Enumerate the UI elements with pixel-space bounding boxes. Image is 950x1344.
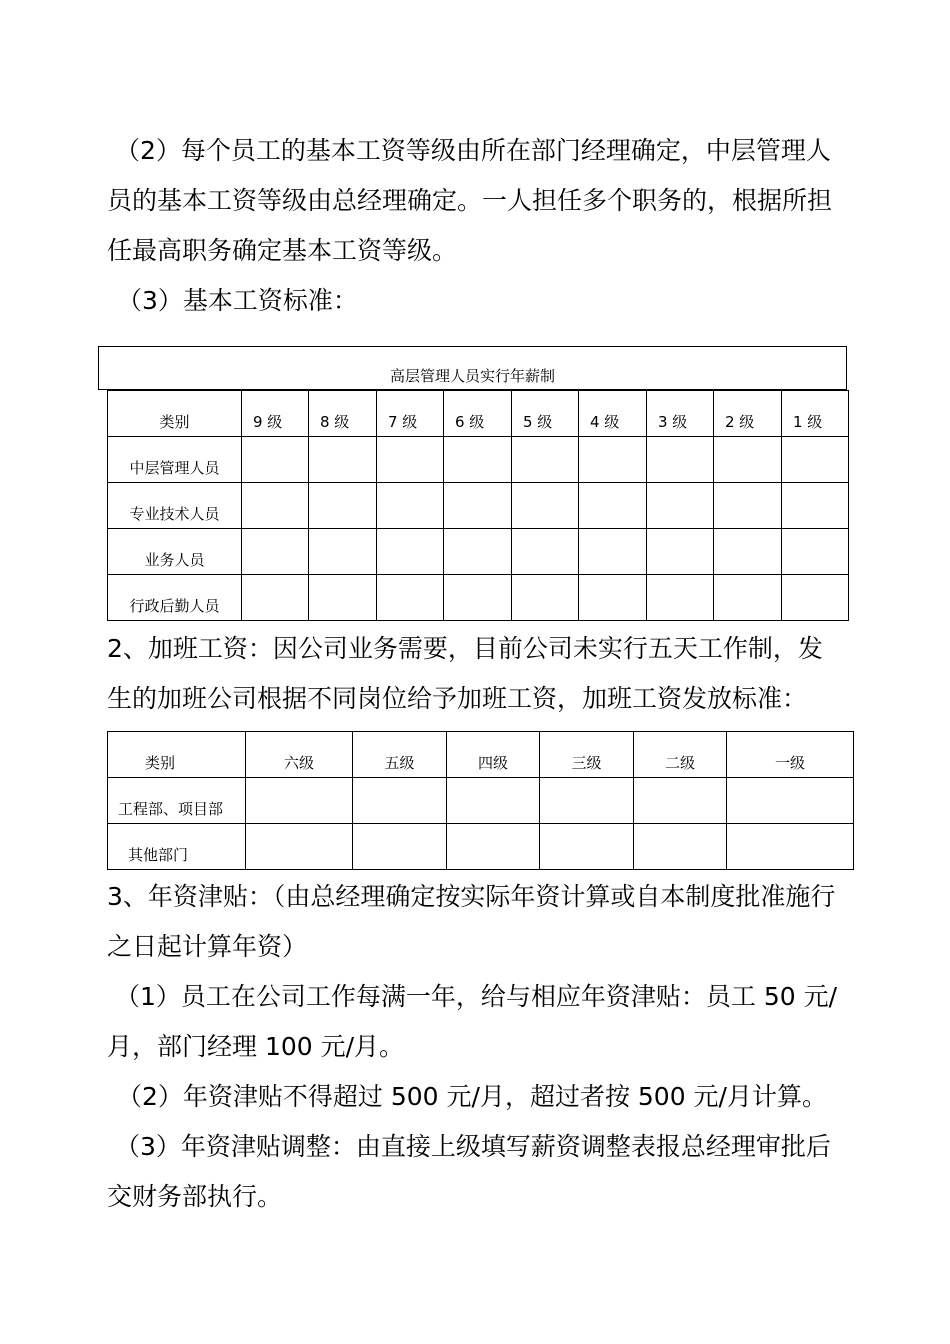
row-label: 其他部门 [108, 824, 246, 870]
table-cell [579, 483, 647, 529]
table-row [108, 437, 849, 483]
table-row [108, 824, 854, 870]
header-cell: 五级 [353, 732, 447, 778]
table-cell [353, 824, 447, 870]
table-cell [444, 529, 512, 575]
table-cell [242, 437, 309, 483]
table-cell [714, 575, 782, 621]
paragraph-seniority-allowance: 3、年资津贴：（由总经理确定按实际年资计算或自本制度批准施行之日起计算年资） [107, 882, 836, 961]
table-cell [309, 529, 377, 575]
header-cell: 8 级 [309, 391, 377, 437]
table-cell [377, 529, 444, 575]
table-cell [512, 575, 579, 621]
header-cell: 5 级 [512, 391, 579, 437]
table-cell [714, 483, 782, 529]
table-cell [444, 483, 512, 529]
row-label: 业务人员 [108, 529, 242, 575]
table-cell [727, 824, 854, 870]
header-cell: 9 级 [242, 391, 309, 437]
table-cell [377, 483, 444, 529]
row-label: 中层管理人员 [108, 437, 242, 483]
header-cell: 三级 [540, 732, 634, 778]
table-cell [634, 824, 727, 870]
table-cell [242, 575, 309, 621]
row-label: 行政后勤人员 [108, 575, 242, 621]
table-cell [447, 824, 540, 870]
header-cell: 4 级 [579, 391, 647, 437]
header-cell: 类别 [108, 732, 246, 778]
table-cell [512, 437, 579, 483]
table-cell [579, 575, 647, 621]
header-cell: 2 级 [714, 391, 782, 437]
header-cell: 四级 [447, 732, 540, 778]
table-cell [782, 575, 849, 621]
table-cell [353, 778, 447, 824]
paragraph-seniority-rule-1: （1）员工在公司工作每满一年，给与相应年资津贴：员工 50 元/月，部门经理 100 元/月。 [107, 982, 838, 1061]
overtime-pay-table [107, 731, 854, 870]
table-cell [246, 824, 353, 870]
table-cell [714, 437, 782, 483]
header-cell: 二级 [634, 732, 727, 778]
table-cell [727, 778, 854, 824]
paragraph-basic-salary-standard: （3）基本工资标准： [117, 286, 358, 315]
header-cell: 六级 [246, 732, 353, 778]
table-cell [540, 824, 634, 870]
table-row [108, 778, 854, 824]
table-row [108, 529, 849, 575]
table-cell [444, 575, 512, 621]
table-cell [647, 529, 714, 575]
table-cell [246, 778, 353, 824]
paragraph-overtime-pay: 2、加班工资：因公司业务需要，目前公司未实行五天工作制，发生的加班公司根据不同岗位给予加班工资，加班工资发放标准： [107, 634, 823, 713]
table-cell [242, 529, 309, 575]
header-cell: 3 级 [647, 391, 714, 437]
table-cell [309, 483, 377, 529]
table-cell [714, 529, 782, 575]
header-cell: 一级 [727, 732, 854, 778]
header-cell: 1 级 [782, 391, 849, 437]
table-cell [512, 483, 579, 529]
table-cell [647, 575, 714, 621]
row-label: 专业技术人员 [108, 483, 242, 529]
table-cell [647, 437, 714, 483]
table1-title-text: 高层管理人员实行年薪制 [389, 367, 555, 385]
table-cell [782, 529, 849, 575]
table-header-row [108, 391, 849, 437]
paragraph-seniority-rule-2: （2）年资津贴不得超过 500 元/月，超过者按 500 元/月计算。 [117, 1082, 827, 1111]
table-cell [579, 529, 647, 575]
table-cell [634, 778, 727, 824]
table-cell [444, 437, 512, 483]
basic-salary-table [107, 390, 849, 621]
row-label: 工程部、项目部 [108, 778, 246, 824]
table-cell [782, 437, 849, 483]
header-cell: 类别 [108, 391, 242, 437]
table-row [108, 575, 849, 621]
table-cell [309, 575, 377, 621]
table-cell [540, 778, 634, 824]
paragraph-seniority-rule-3: （3）年资津贴调整：由直接上级填写薪资调整表报总经理审批后交财务部执行。 [107, 1132, 831, 1211]
table-cell [377, 575, 444, 621]
paragraph-basic-salary-level: （2）每个员工的基本工资等级由所在部门经理确定，中层管理人员的基本工资等级由总经理确定。一人担任多个职务的，根据所担任最高职务确定基本工资等级。 [107, 136, 833, 265]
table-cell [579, 437, 647, 483]
table-cell [512, 529, 579, 575]
table-cell [782, 483, 849, 529]
header-cell: 6 级 [444, 391, 512, 437]
table-cell [242, 483, 309, 529]
table1-title [98, 346, 847, 390]
table-header-row [108, 732, 854, 778]
table-cell [447, 778, 540, 824]
header-cell: 7 级 [377, 391, 444, 437]
table-cell [309, 437, 377, 483]
table-row [108, 483, 849, 529]
table-cell [377, 437, 444, 483]
table-cell [647, 483, 714, 529]
